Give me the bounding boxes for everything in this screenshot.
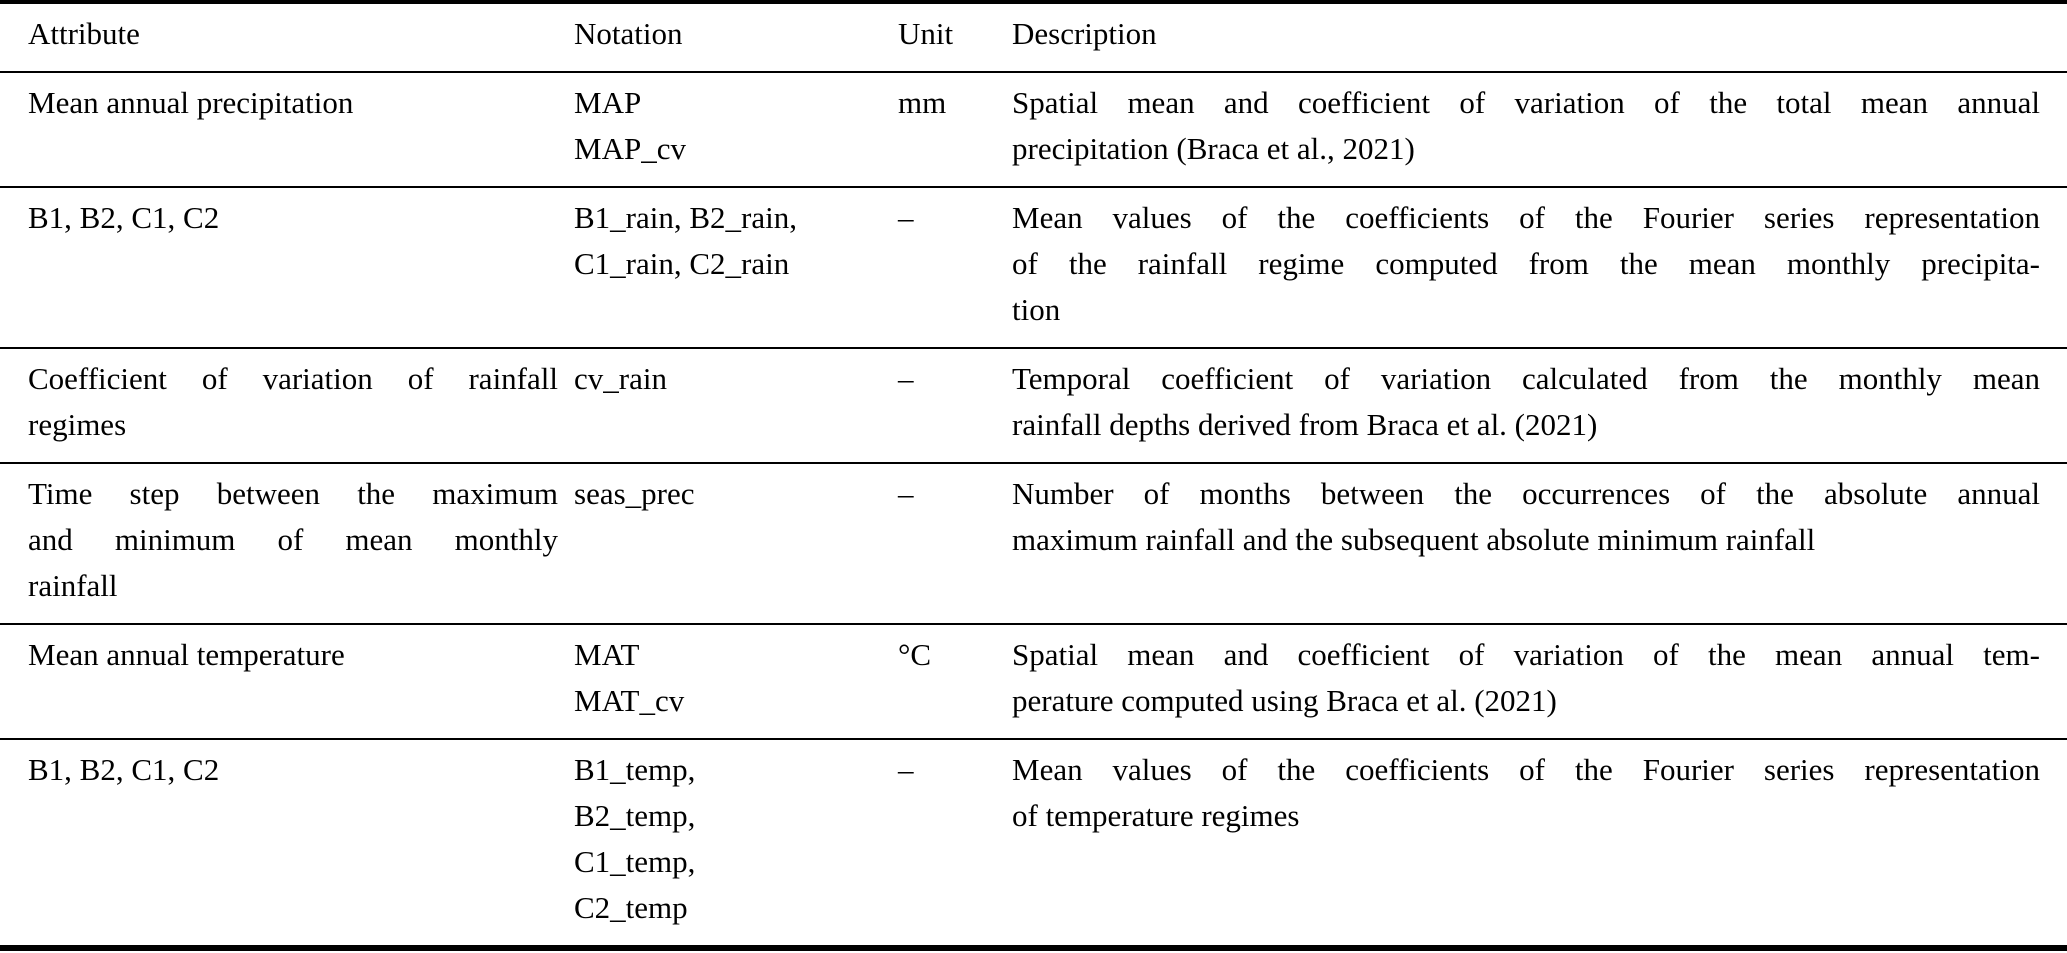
description-cell: Temporal coefficient of variation calculated from the monthly mean rainfall depths derived from Braca et al. (2021) <box>1012 361 2040 442</box>
table-body <box>0 72 2067 948</box>
col-header-unit: Unit <box>898 16 954 51</box>
notation-cell: seas_prec <box>574 476 695 511</box>
table-row-seas-prec <box>0 463 2067 624</box>
attribute-cell: Mean annual precipitation <box>28 85 354 120</box>
unit-cell: °C <box>898 637 932 672</box>
description-cell: Spatial mean and coefficient of variation of the mean annual tem- perature computed using Braca et al. (2021) <box>1012 637 2040 718</box>
description-cell: Mean values of the coefficients of the Fourier series representation of the rainfall regime computed from the mean monthly precipita- tion <box>1012 200 2040 327</box>
unit-cell: – <box>898 476 914 511</box>
table-row-mat <box>0 624 2067 739</box>
header-row <box>0 2 2067 72</box>
description-cell: Number of months between the occurrences of the absolute annual maximum rainfall and the subsequent absolute minimum rainfall <box>1012 476 2040 557</box>
col-header-attribute: Attribute <box>28 16 140 51</box>
description-cell: Mean values of the coefficients of the Fourier series representation of temperature regimes <box>1012 752 2040 833</box>
notation-cell: B1_temp, B2_temp, C1_temp, C2_temp <box>574 752 696 925</box>
attribute-cell: B1, B2, C1, C2 <box>28 752 220 787</box>
attribute-cell: Mean annual temperature <box>28 637 345 672</box>
unit-cell: – <box>898 752 914 787</box>
table-row-fourier-rain <box>0 187 2067 348</box>
col-header-description: Description <box>1012 16 1157 51</box>
unit-cell: – <box>898 200 914 235</box>
col-header-notation: Notation <box>574 16 683 51</box>
unit-cell: – <box>898 361 914 396</box>
attribute-cell: B1, B2, C1, C2 <box>28 200 220 235</box>
table-row-cv-rain <box>0 348 2067 463</box>
notation-cell: MAP MAP_cv <box>574 85 686 166</box>
notation-cell: cv_rain <box>574 361 667 396</box>
attribute-cell: Time step between the maximum and minimum of mean monthly rainfall <box>28 476 558 603</box>
table-row-fourier-temp <box>0 739 2067 948</box>
attribute-cell: Coefficient of variation of rainfall regimes <box>28 361 558 442</box>
table-header <box>0 2 2067 72</box>
unit-cell: mm <box>898 85 947 120</box>
notation-cell: B1_rain, B2_rain, C1_rain, C2_rain <box>574 200 797 281</box>
table-row-map <box>0 72 2067 187</box>
description-cell: Spatial mean and coefficient of variation of the total mean annual precipitation (Braca et al., 2021) <box>1012 85 2040 166</box>
notation-cell: MAT MAT_cv <box>574 637 685 718</box>
